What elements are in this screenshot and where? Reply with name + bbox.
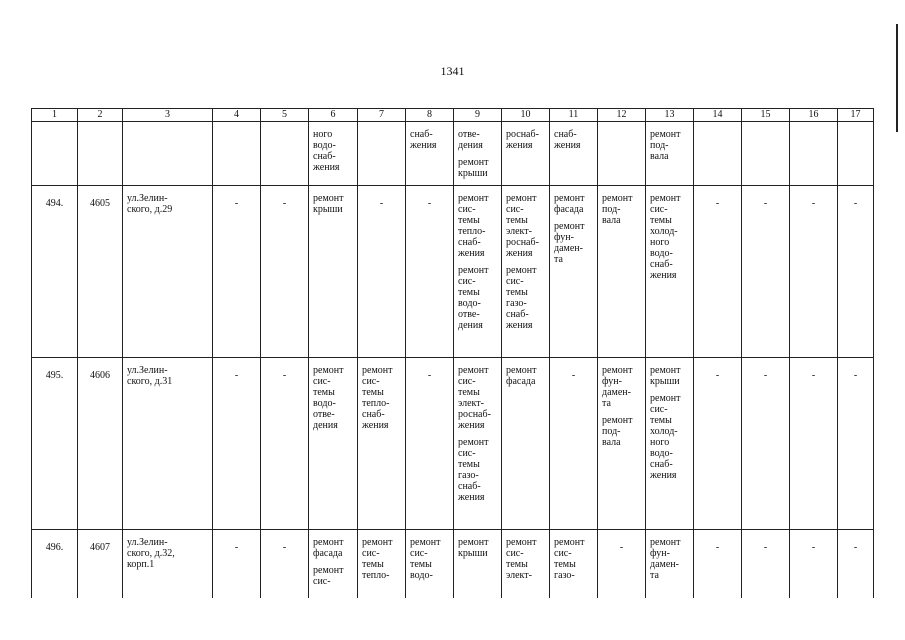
table-cell-col-7 bbox=[358, 358, 406, 530]
table-cell-col-17: - bbox=[838, 186, 874, 358]
work-entry: ремонт сис- темы тепло- снаб- жения bbox=[362, 365, 393, 431]
table-cell-col-17: - bbox=[838, 358, 874, 530]
work-entry: снаб- жения bbox=[410, 129, 437, 151]
work-entry: снаб- жения bbox=[554, 129, 581, 151]
table-cell-col-7 bbox=[358, 530, 406, 598]
table-cell-col-10 bbox=[502, 122, 550, 186]
table-cell-col-2: 4606 bbox=[78, 358, 123, 530]
table-cell-col-12 bbox=[598, 186, 646, 358]
work-entry: ремонт под- вала bbox=[602, 415, 633, 448]
table-cell-col-8: - bbox=[406, 358, 454, 530]
table-cell-col-12 bbox=[598, 122, 646, 186]
table-cell-col-15: - bbox=[742, 530, 790, 598]
table-cell-col-7 bbox=[358, 122, 406, 186]
table-cell-col-3: ул.Зелин- ского, д.31 bbox=[123, 358, 213, 530]
work-entry: ремонт фун- дамен- та bbox=[602, 365, 633, 409]
table-cell-col-2: 4605 bbox=[78, 186, 123, 358]
column-header-13: 13 bbox=[646, 109, 694, 122]
work-entry: ремонт фасада bbox=[313, 537, 344, 559]
table-cell-col-11: - bbox=[550, 358, 598, 530]
table-cell-col-10 bbox=[502, 530, 550, 598]
repair-schedule-table bbox=[31, 108, 874, 598]
column-header-11: 11 bbox=[550, 109, 598, 122]
table-cell-col-10 bbox=[502, 186, 550, 358]
work-entry: ремонт сис- темы водо- отве- дения bbox=[313, 365, 344, 431]
column-header-3: 3 bbox=[123, 109, 213, 122]
table-cell-col-11 bbox=[550, 122, 598, 186]
table-cell-col-16 bbox=[790, 122, 838, 186]
table-cell-col-6 bbox=[309, 530, 358, 598]
table-cell-col-2 bbox=[78, 122, 123, 186]
table-cell-col-16: - bbox=[790, 186, 838, 358]
work-entry: роснаб- жения bbox=[506, 129, 539, 151]
work-entry: ремонт сис- темы водо- bbox=[410, 537, 441, 581]
work-entry: ремонт сис- темы газо- снаб- жения bbox=[458, 437, 489, 503]
column-header-17: 17 bbox=[838, 109, 874, 122]
table-cell-col-5: - bbox=[261, 530, 309, 598]
work-entry: ремонт сис- темы холод- ного водо- снаб- жения bbox=[650, 193, 681, 281]
table-cell-col-5: - bbox=[261, 358, 309, 530]
table-cell-col-4: - bbox=[213, 358, 261, 530]
table-cell-col-9 bbox=[454, 530, 502, 598]
column-header-10: 10 bbox=[502, 109, 550, 122]
table-row bbox=[32, 358, 874, 530]
table-row bbox=[32, 186, 874, 358]
table-cell-col-5: - bbox=[261, 186, 309, 358]
work-entry: ремонт под- вала bbox=[602, 193, 633, 226]
work-entry: ремонт сис- темы элект- роснаб- жения bbox=[506, 193, 539, 259]
work-entry: ремонт крыши bbox=[458, 537, 489, 559]
work-entry: ремонт сис- темы тепло- bbox=[362, 537, 393, 581]
column-header-14: 14 bbox=[694, 109, 742, 122]
table-cell-col-13 bbox=[646, 122, 694, 186]
table-cell-col-6 bbox=[309, 186, 358, 358]
table-cell-col-13 bbox=[646, 358, 694, 530]
table-cell-col-11 bbox=[550, 186, 598, 358]
table-cell-col-4: - bbox=[213, 530, 261, 598]
table-cell-col-15 bbox=[742, 122, 790, 186]
column-header-8: 8 bbox=[406, 109, 454, 122]
table-cell-col-6 bbox=[309, 122, 358, 186]
work-entry: ремонт фун- дамен- та bbox=[554, 221, 585, 265]
table-cell-col-13 bbox=[646, 186, 694, 358]
table-row bbox=[32, 122, 874, 186]
table-cell-col-9 bbox=[454, 358, 502, 530]
table-cell-col-15: - bbox=[742, 358, 790, 530]
work-entry: ремонт сис- темы элект- роснаб- жения bbox=[458, 365, 491, 431]
column-header-9: 9 bbox=[454, 109, 502, 122]
table-cell-col-4 bbox=[213, 122, 261, 186]
column-header-4: 4 bbox=[213, 109, 261, 122]
column-header-16: 16 bbox=[790, 109, 838, 122]
table-cell-col-6 bbox=[309, 358, 358, 530]
work-entry: ремонт сис- bbox=[313, 565, 344, 587]
column-header-6: 6 bbox=[309, 109, 358, 122]
column-header-7: 7 bbox=[358, 109, 406, 122]
work-entry: ремонт под- вала bbox=[650, 129, 681, 162]
table-cell-col-3: ул.Зелин- ского, д.29 bbox=[123, 186, 213, 358]
table-cell-col-3 bbox=[123, 122, 213, 186]
work-entry: отве- дения bbox=[458, 129, 483, 151]
work-entry: ремонт крыши bbox=[650, 365, 681, 387]
work-entry: ремонт сис- темы водо- отве- дения bbox=[458, 265, 489, 331]
table-cell-col-3: ул.Зелин- ского, д.32, корп.1 bbox=[123, 530, 213, 598]
column-header-5: 5 bbox=[261, 109, 309, 122]
column-header-2: 2 bbox=[78, 109, 123, 122]
table-cell-col-11 bbox=[550, 530, 598, 598]
table-cell-col-1: 495. bbox=[32, 358, 78, 530]
page-number: 1341 bbox=[440, 64, 465, 78]
column-header-15: 15 bbox=[742, 109, 790, 122]
column-number-header bbox=[32, 109, 874, 122]
work-entry: ремонт крыши bbox=[458, 157, 489, 179]
table-cell-col-17: - bbox=[838, 530, 874, 598]
work-entry: ремонт сис- темы газо- bbox=[554, 537, 585, 581]
work-entry: ремонт фасада bbox=[554, 193, 585, 215]
table-cell-col-1 bbox=[32, 122, 78, 186]
table-cell-col-9 bbox=[454, 122, 502, 186]
table-cell-col-14: - bbox=[694, 186, 742, 358]
table-cell-col-1: 494. bbox=[32, 186, 78, 358]
table-cell-col-4: - bbox=[213, 186, 261, 358]
table-cell-col-12: - bbox=[598, 530, 646, 598]
table-cell-col-10 bbox=[502, 358, 550, 530]
table-cell-col-7: - bbox=[358, 186, 406, 358]
table-cell-col-1: 496. bbox=[32, 530, 78, 598]
table-row bbox=[32, 530, 874, 598]
work-entry: ремонт сис- темы элект- bbox=[506, 537, 537, 581]
table-cell-col-12 bbox=[598, 358, 646, 530]
work-entry: ремонт сис- темы холод- ного водо- снаб- жения bbox=[650, 393, 681, 481]
work-entry: ремонт сис- темы газо- снаб- жения bbox=[506, 265, 537, 331]
column-header-12: 12 bbox=[598, 109, 646, 122]
table-cell-col-8: - bbox=[406, 186, 454, 358]
table-cell-col-17 bbox=[838, 122, 874, 186]
work-entry: ного водо- снаб- жения bbox=[313, 129, 340, 173]
table-cell-col-15: - bbox=[742, 186, 790, 358]
work-entry: ремонт фун- дамен- та bbox=[650, 537, 681, 581]
work-entry: ремонт фасада bbox=[506, 365, 537, 387]
table-cell-col-14 bbox=[694, 122, 742, 186]
table-cell-col-9 bbox=[454, 186, 502, 358]
table-cell-col-16: - bbox=[790, 530, 838, 598]
table-cell-col-14: - bbox=[694, 530, 742, 598]
work-entry: ремонт крыши bbox=[313, 193, 344, 215]
table-cell-col-16: - bbox=[790, 358, 838, 530]
table-cell-col-13 bbox=[646, 530, 694, 598]
table-cell-col-8 bbox=[406, 530, 454, 598]
table-cell-col-14: - bbox=[694, 358, 742, 530]
work-entry: ремонт сис- темы тепло- снаб- жения bbox=[458, 193, 489, 259]
column-header-1: 1 bbox=[32, 109, 78, 122]
table-cell-col-2: 4607 bbox=[78, 530, 123, 598]
table-cell-col-8 bbox=[406, 122, 454, 186]
table-cell-col-5 bbox=[261, 122, 309, 186]
